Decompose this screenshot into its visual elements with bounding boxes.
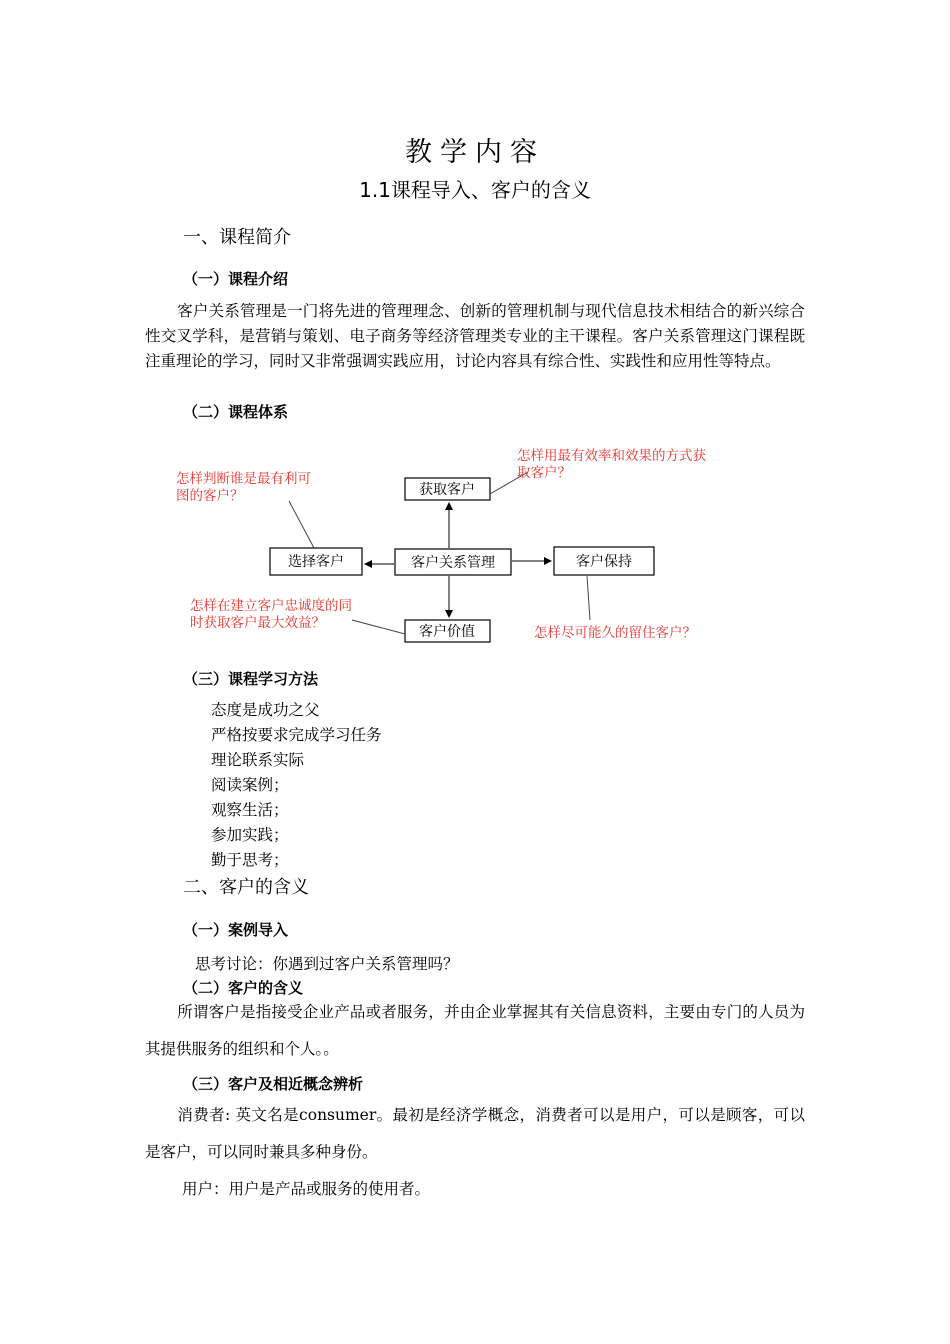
list-item: 勤于思考；	[211, 851, 289, 869]
question-acquire-line2: 取客户？	[517, 465, 571, 481]
acquire-box-label: 获取客户	[419, 482, 475, 498]
retain-box-label: 客户保持	[576, 554, 632, 570]
course-intro-heading: （一）课程介绍	[183, 270, 289, 288]
question-value-line2: 时获取客户最大效益？	[190, 615, 325, 631]
user-text: 用户：用户是产品或服务的使用者。	[182, 1180, 431, 1198]
case-intro-heading: （一）案例导入	[183, 921, 289, 939]
section-2-heading: 二、客户的含义	[183, 877, 309, 898]
callout-line-left	[289, 501, 314, 548]
list-item: 态度是成功之父	[211, 701, 320, 719]
consumer-paragraph	[145, 1097, 805, 1171]
course-intro-text: 客户关系管理是一门将先进的管理理念、创新的管理机制与现代信息技术相结合的新兴综合性交叉学科，是营销与策划、电子商务等经济管理类专业的主干课程。客户关系管理这门课程既注重理论的学习，同时又非常强调实践应用，讨论内容具有综合性、实践性和应用性等特点。	[145, 302, 805, 370]
course-system-diagram	[0, 430, 950, 660]
callout-line-bottom	[352, 620, 405, 634]
case-intro-text: 思考讨论：你遇到过客户关系管理吗？	[195, 955, 459, 973]
customer-meaning-text: 所谓客户是指接受企业产品或者服务，并由企业掌握其有关信息资料，主要由专门的人员为其提供服务的组织和个人。。	[145, 1003, 805, 1058]
section-1-heading: 一、课程简介	[183, 227, 291, 248]
select-box-label: 选择客户	[288, 554, 344, 570]
list-item: 阅读案例；	[211, 776, 289, 794]
concepts-heading: （三）客户及相近概念辨析	[183, 1075, 364, 1093]
course-intro-paragraph	[145, 299, 805, 374]
list-item: 严格按要求完成学习任务	[211, 726, 382, 744]
value-box-label: 客户价值	[419, 624, 475, 640]
question-select-line1: 怎样判断谁是最有利可	[176, 471, 311, 487]
customer-meaning-heading: （二）客户的含义	[183, 979, 304, 997]
customer-meaning-paragraph	[145, 994, 805, 1068]
crm-box-label: 客户关系管理	[411, 555, 495, 571]
list-item: 理论联系实际	[211, 751, 305, 769]
list-item: 观察生活；	[211, 801, 289, 819]
question-value-line1: 怎样在建立客户忠诚度的同	[190, 598, 352, 614]
learning-methods-heading: （三）课程学习方法	[183, 670, 319, 688]
question-retain: 怎样尽可能久的留住客户？	[534, 625, 696, 641]
course-system-heading: （二）课程体系	[183, 403, 289, 421]
page-subtitle: 1.1课程导入、客户的含义	[359, 178, 591, 202]
question-acquire-line1: 怎样用最有效率和效果的方式获	[517, 448, 706, 464]
list-item: 参加实践；	[211, 826, 289, 844]
callout-line-right	[587, 576, 590, 620]
question-select-line2: 图的客户？	[176, 488, 244, 504]
learning-methods-list	[211, 698, 382, 873]
page-title: 教学内容	[405, 137, 545, 168]
consumer-text: 消费者: 英文名是consumer。最初是经济学概念，消费者可以是用户，可以是顾客，可以是客户，可以同时兼具多种身份。	[145, 1106, 805, 1161]
